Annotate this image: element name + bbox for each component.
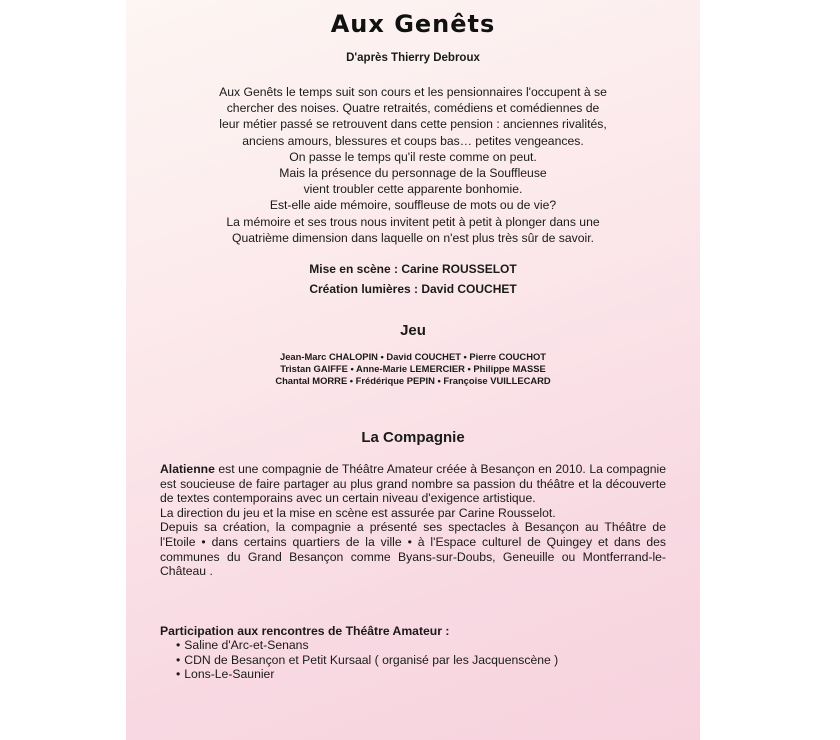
synopsis-line: On passe le temps qu'il reste comme on peut.	[289, 149, 537, 164]
participation-item: • Saline d'Arc-et-Senans	[176, 638, 558, 652]
synopsis-line: vient troubler cette apparente bonhomie.	[303, 182, 523, 197]
cast-line: Tristan GAIFFE • Anne-Marie LEMERCIER • Philippe MASSE	[280, 363, 546, 374]
company-name: Alatienne	[160, 462, 215, 476]
cast-list	[126, 351, 700, 387]
company-intro	[160, 462, 666, 506]
participation-item: • Lons-Le-Saunier	[176, 667, 558, 681]
synopsis-line: Est-elle aide mémoire, souffleuse de mots ou de vie?	[269, 198, 557, 213]
synopsis-line: anciens amours, blessures et coups bas… petites vengeances.	[242, 133, 584, 148]
participation-item: • CDN de Besançon et Petit Kursaal ( organisé par les Jacquenscène )	[176, 653, 558, 667]
synopsis-line: chercher des noises. Quatre retraités, comédiens et comédiennes de	[226, 101, 600, 116]
section-heading-jeu: Jeu	[400, 322, 426, 339]
company-direction: La direction du jeu et la mise en scène est assurée par Carine Rousselot.	[160, 505, 556, 520]
cast-line: Jean-Marc CHALOPIN • David COUCHET • Pierre COUCHOT	[280, 351, 546, 362]
synopsis-line: Mais la présence du personnage de la Souffleuse	[279, 166, 547, 181]
flyer-page	[126, 0, 700, 740]
synopsis-line: Aux Genêts le temps suit son cours et les pensionnaires l'occupent à se	[219, 85, 607, 99]
play-title: Aux Genêts	[330, 10, 496, 38]
synopsis-line: leur métier passé se retrouvent dans cette pension : anciennes rivalités,	[219, 117, 607, 132]
synopsis-line: La mémoire et ses trous nous invitent petit à petit à plonger dans une	[226, 214, 600, 229]
section-heading-compagnie: La Compagnie	[361, 429, 465, 446]
play-author: D'après Thierry Debroux	[346, 52, 480, 64]
company-intro-text: est une compagnie de Théâtre Amateur créée à Besançon en 2010. La compagnie est soucieuse de faire partager au plus grand nombre sa passion du théâtre et la découverte de textes contemporains avec un certain niveau d'exigence artistique.	[160, 462, 666, 506]
participation-title: Participation aux rencontres de Théâtre Amateur :	[160, 624, 450, 638]
company-history: Depuis sa création, la compagnie a présenté ses spectacles à Besançon au Théâtre de l'Etoile • dans certains quartiers de la ville • à l'Espace culturel de Quingey et dans des communes du Grand Besançon comme Byans-sur-Doubs, Geneuille ou Montferrand-le-Château .	[160, 520, 666, 579]
participation-section	[160, 624, 558, 682]
cast-line: Chantal MORRE • Frédérique PEPIN • Françoise VUILLECARD	[275, 375, 551, 386]
credit-lumieres: Création lumières : David COUCHET	[309, 282, 517, 296]
credit-mise-en-scene: Mise en scène : Carine ROUSSELOT	[309, 262, 517, 276]
participation-list	[160, 638, 558, 681]
synopsis-line: Quatrième dimension dans laquelle on n'est plus très sûr de savoir.	[231, 230, 595, 245]
company-description	[160, 462, 666, 579]
synopsis	[146, 84, 680, 246]
